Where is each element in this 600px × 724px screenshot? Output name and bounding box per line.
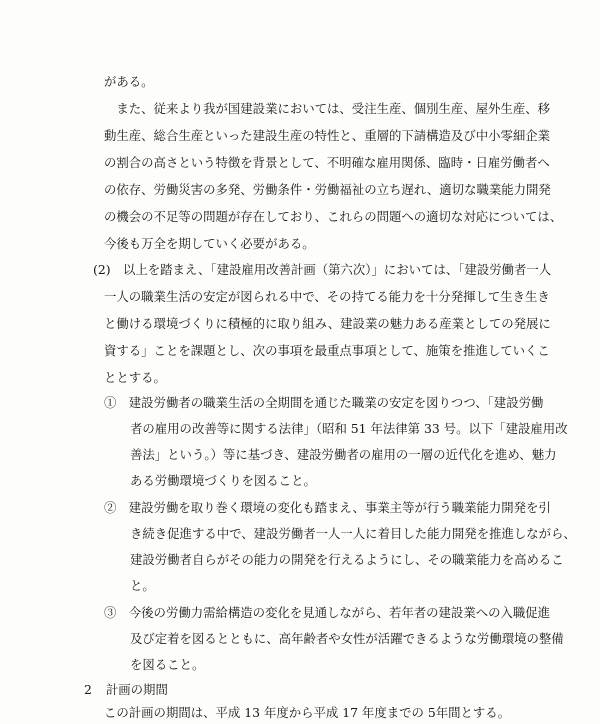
list-item-line: ③ 今後の労働力需給構造の変化を見通しながら、若年者の建設業への入職促進 (104, 605, 551, 620)
paragraph-line: ととする。 (104, 370, 166, 385)
list-item-line: ある労働環境づくりを図ること。 (130, 473, 316, 488)
paragraph-line: の機会の不足等の問題が存在しており、これらの問題への適切な対応については、 (104, 209, 563, 224)
paragraph-line: また、従来より我が国建設業においては、受注生産、個別生産、屋外生産、移 (104, 101, 551, 116)
list-item-line: と。 (130, 578, 155, 593)
section-title: 計画の期間 (105, 682, 168, 697)
paragraph-line: がある。 (104, 74, 154, 89)
list-item-line: 者の雇用の改善等に関する法律」（昭和 51 年法律第 33 号。以下「建設雇用改 (130, 421, 568, 436)
list-item-line: 及び定着を図るとともに、高年齢者や女性が活躍できるような労働環境の整備 (130, 631, 564, 646)
list-item-line: ② 建設労働を取り巻く環境の変化も踏まえ、事業主等が行う職業能力開発を引 (104, 500, 551, 515)
list-item-line: ① 建設労働者の職業生活の全期間を通じた職業の安定を図りつつ、「建設労働 (104, 395, 544, 410)
section-heading (84, 682, 168, 698)
paragraph-line: と働ける環境づくりに積極的に取り組み、建設業の魅力ある産業としての発展に (104, 316, 551, 331)
paragraph-line: 資する」ことを課題とし、次の事項を最重点事項として、施策を推進していくこ (104, 343, 550, 358)
paragraph-line: 動生産、総合生産といった建設生産の特性と、重層的下請構造及び中小零細企業 (104, 128, 551, 143)
paragraph-line: (2) 以上を踏まえ、「建設雇用改善計画（第六次）」においては、「建設労働者一人 (93, 262, 552, 277)
section-number: 2 (84, 682, 92, 697)
list-item-line: を図ること。 (130, 657, 205, 672)
list-item-line: 建設労働者自らがその能力の開発を行えるようにし、その職業能力を高めるこ (130, 552, 564, 567)
paragraph-line: の割合の高さという特徴を背景として、不明確な雇用関係、臨時・日雇労働者へ (104, 155, 550, 170)
list-item-line: 善法」という。）等に基づき、建設労働者の雇用の一層の近代化を進め、魅力 (130, 447, 557, 462)
period-line: この計画の期間は、平成 13 年度から平成 17 年度までの 5年間とする。 (104, 705, 511, 720)
paragraph-line: 今後も万全を期していく必要がある。 (104, 236, 315, 251)
list-item-line: き続き促進する中で、建設労働者一人一人に着目した能力開発を推進しながら、 (130, 526, 576, 541)
paragraph-line: の依存、労働災害の多発、労働条件・労働福祉の立ち遅れ、適切な職業能力開発 (104, 182, 551, 197)
paragraph-line: 一人の職業生活の安定が図られる中で、その持てる能力を十分発揮して生き生き (104, 289, 550, 304)
